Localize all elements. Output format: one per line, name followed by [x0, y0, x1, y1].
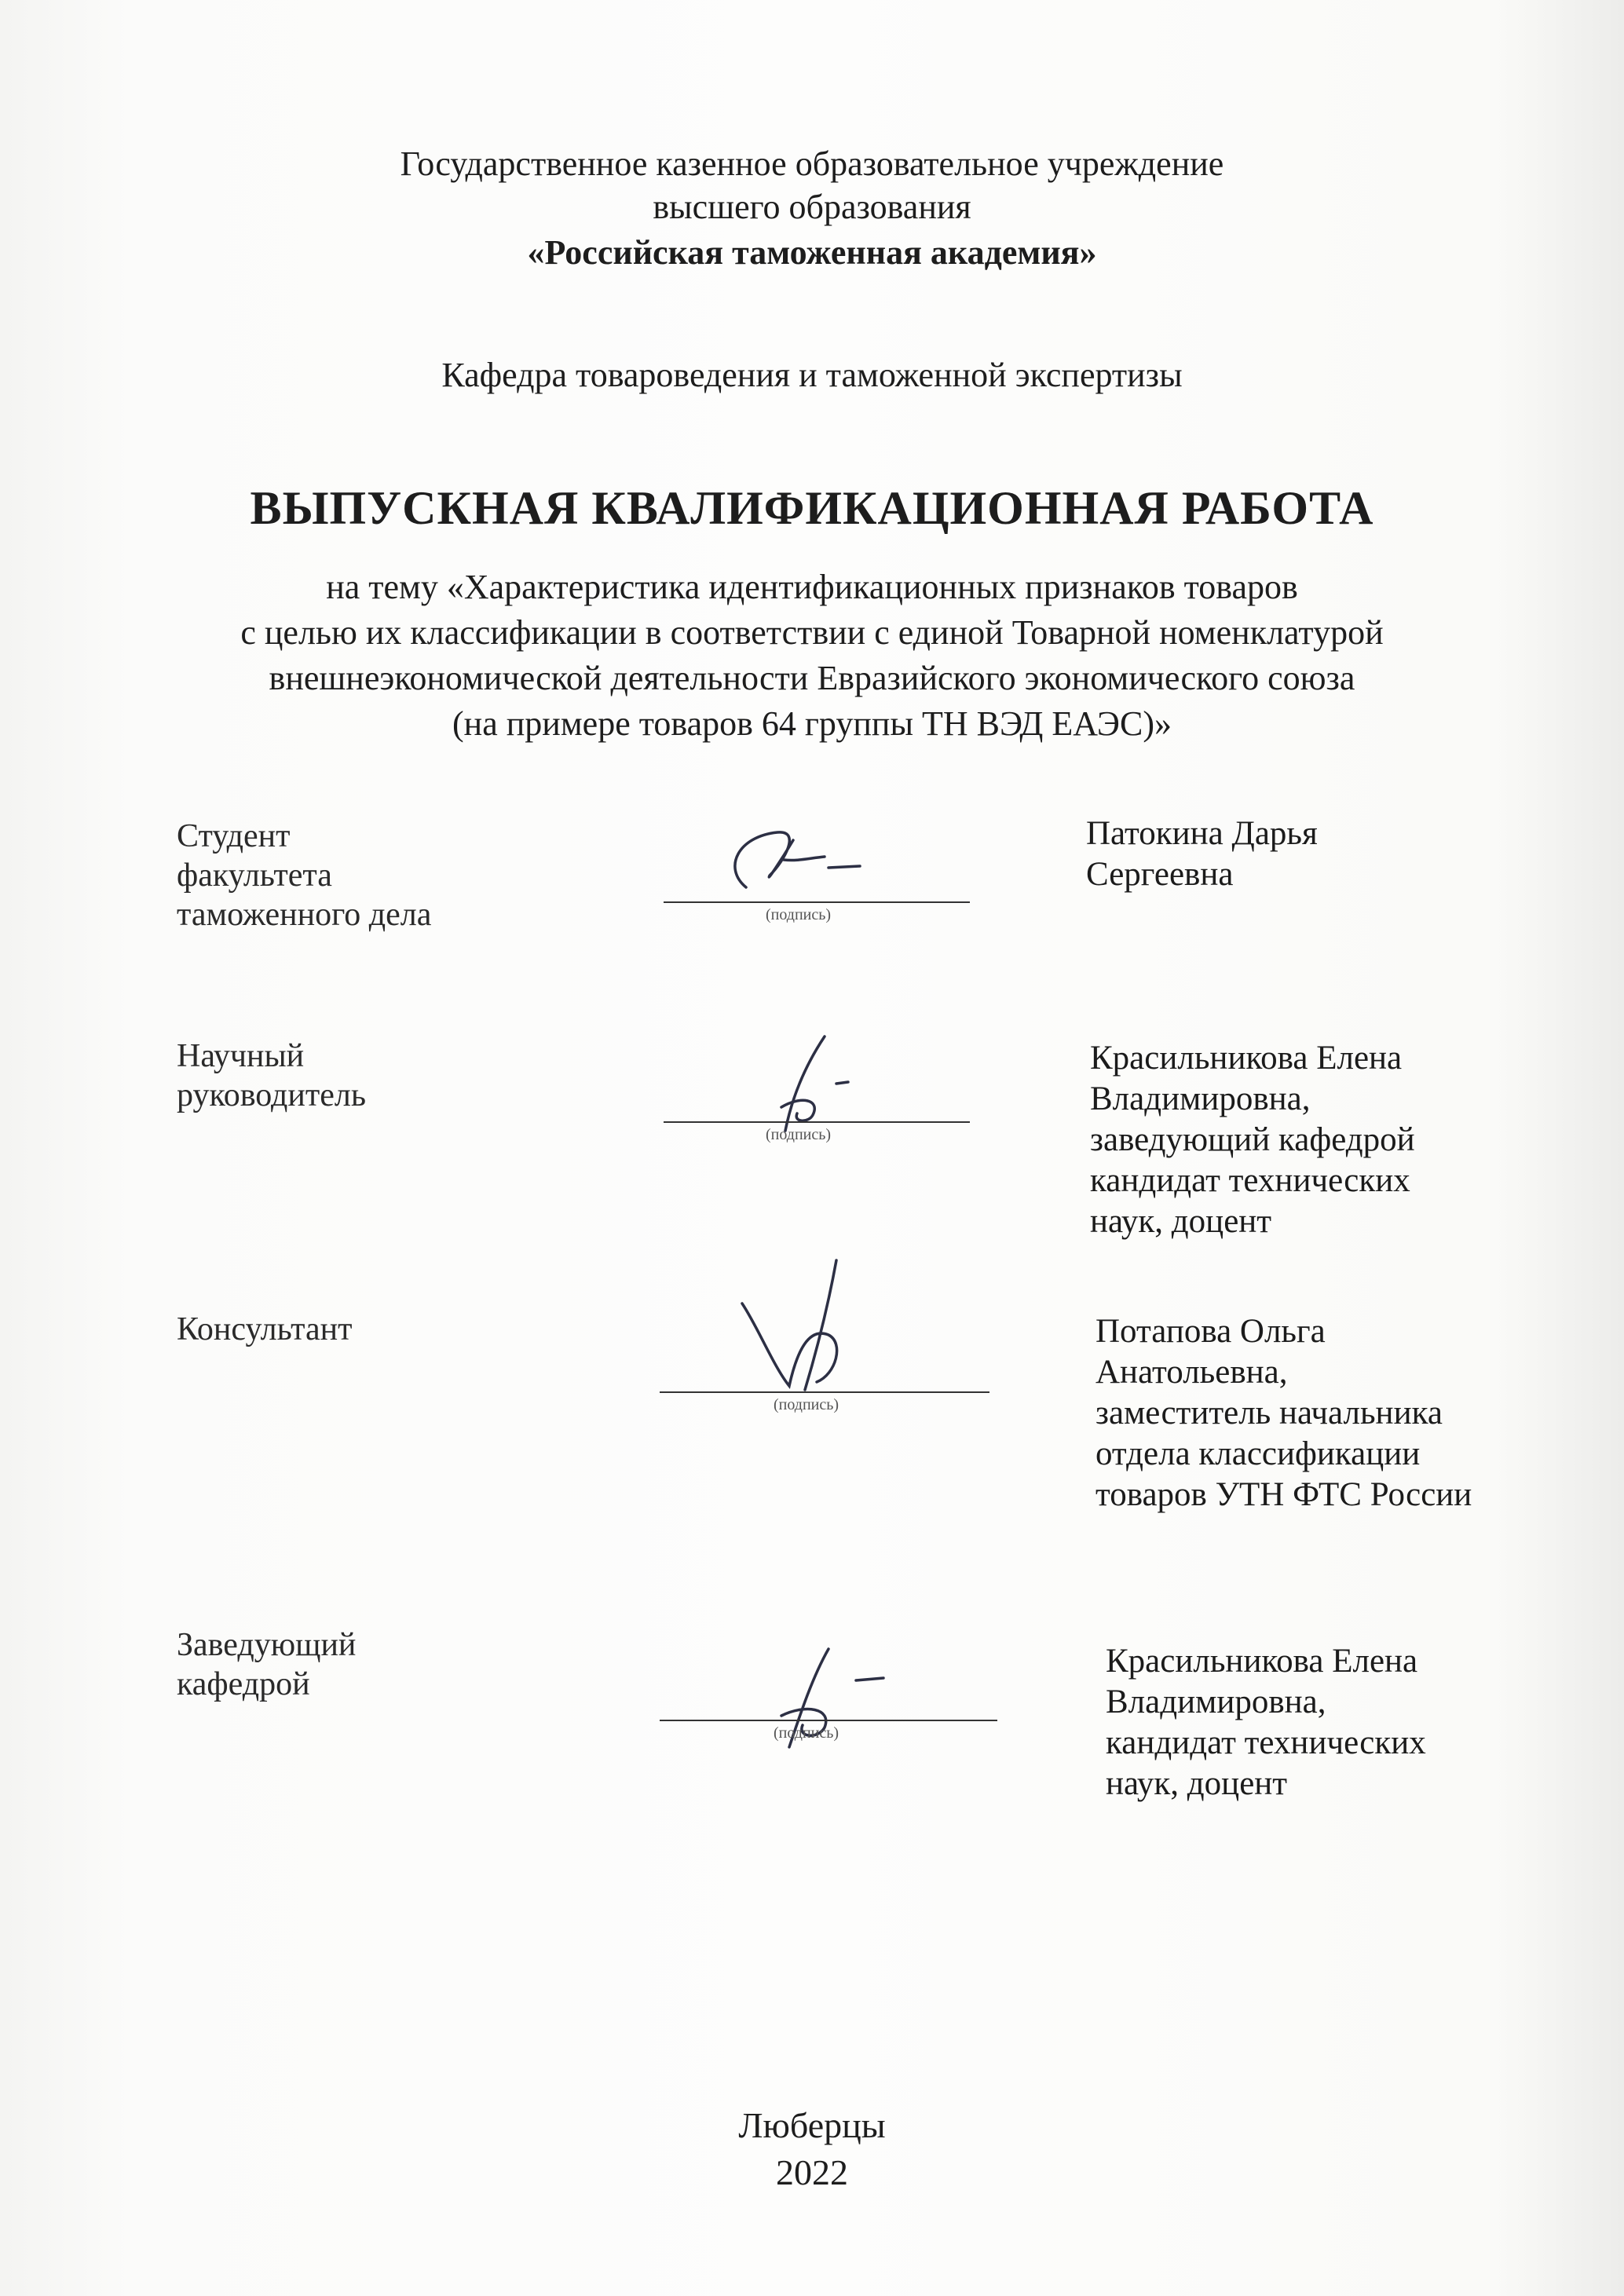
- person-supervisor: [1090, 1038, 1415, 1242]
- institution-line-1: Государственное казенное образовательное учреждение: [400, 144, 1224, 183]
- person-line: товаров УТН ФТС России: [1095, 1476, 1472, 1513]
- signature-line: [660, 1720, 997, 1721]
- role-line: кафедрой: [177, 1666, 310, 1702]
- role-line: Студент: [177, 818, 291, 854]
- person-line: Сергеевна: [1086, 856, 1234, 893]
- person-line: кандидат технических: [1090, 1162, 1410, 1199]
- role-line: Заведующий: [177, 1627, 357, 1663]
- role-line: Научный: [177, 1038, 305, 1074]
- signature-line: [660, 1391, 989, 1393]
- person-line: Красильникова Елена: [1090, 1040, 1403, 1077]
- institution-line-2: высшего образования: [653, 188, 971, 226]
- person-line: Владимировна,: [1090, 1080, 1311, 1117]
- person-line: отдела классификации: [1095, 1435, 1421, 1472]
- person-line: заведующий кафедрой: [1090, 1121, 1415, 1158]
- person-head-of-department: [1106, 1641, 1426, 1804]
- role-student: [177, 817, 431, 934]
- person-line: Анатольевна,: [1095, 1354, 1288, 1391]
- person-line: кандидат технических: [1106, 1724, 1426, 1761]
- role-supervisor: [177, 1036, 366, 1115]
- person-line: наук, доцент: [1106, 1765, 1288, 1802]
- role-consultant: [177, 1310, 353, 1349]
- topic-line-2: с целью их классификации в соответствии с единой Товарной номенклатурой: [240, 613, 1384, 652]
- topic-line-4: (на примере товаров 64 группы ТН ВЭД ЕАЭС)»: [452, 704, 1172, 743]
- department-name: Кафедра товароведения и таможенной экспертизы: [441, 356, 1183, 394]
- role-line: Консультант: [177, 1311, 353, 1347]
- signature-caption: (подпись): [766, 906, 832, 923]
- handwritten-signature: [691, 813, 880, 907]
- person-line: заместитель начальника: [1095, 1395, 1443, 1431]
- person-line: Красильникова Елена: [1106, 1643, 1418, 1680]
- role-line: факультета: [177, 857, 332, 894]
- institution-name: «Российская таможенная академия»: [527, 233, 1097, 272]
- signature-caption: (подпись): [774, 1724, 839, 1742]
- footer-year: 2022: [776, 2152, 848, 2192]
- signature-caption: (подпись): [774, 1396, 839, 1413]
- signature-line: [664, 901, 970, 903]
- role-line: таможенного дела: [177, 897, 432, 933]
- topic-line-3: внешнеэкономической деятельности Евразийского экономического союза: [269, 659, 1355, 697]
- signature-line: [664, 1121, 970, 1123]
- person-consultant: [1095, 1311, 1472, 1515]
- person-line: наук, доцент: [1090, 1203, 1272, 1240]
- work-title: ВЫПУСКНАЯ КВАЛИФИКАЦИОННАЯ РАБОТА: [250, 482, 1374, 534]
- person-student: [1086, 813, 1318, 895]
- person-line: Патокина Дарья: [1086, 815, 1318, 852]
- role-head-of-department: [177, 1625, 356, 1704]
- person-line: Владимировна,: [1106, 1684, 1326, 1720]
- footer-city: Люберцы: [738, 2105, 886, 2145]
- role-line: руководитель: [177, 1077, 367, 1113]
- person-line: Потапова Ольга: [1095, 1313, 1326, 1350]
- signature-caption: (подпись): [766, 1126, 832, 1143]
- topic-line-1: на тему «Характеристика идентификационных признаков товаров: [326, 568, 1298, 606]
- handwritten-signature: [719, 1256, 883, 1398]
